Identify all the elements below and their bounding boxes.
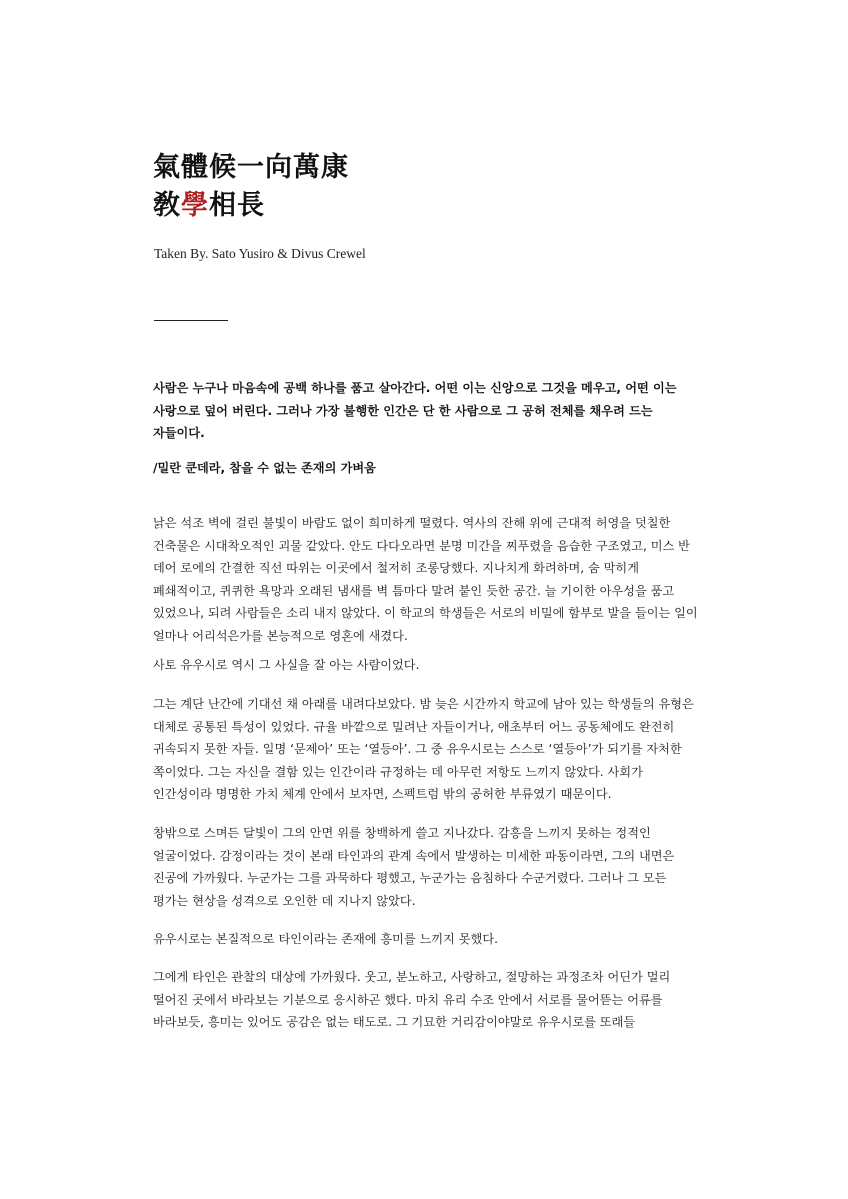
title-line-2 [153, 188, 265, 224]
body-paragraph: 창밖으로 스며든 달빛이 그의 안면 위를 창백하게 쓸고 지나갔다. 감흥을 느끼지 못하는 정적인 얼굴이었다. 감정이라는 것이 본래 타인과의 관계 속에서 발생하는 미세한 파동이라면, 그의 내면은 진공에 가까웠다. 누군가는 그를 과묵하다 평했고, 누군가는 음침하다 수군거렸다. 그러나 그 모든 평가는 현상을 성격으로 오인한 데 지나지 않았다. [153, 826, 675, 908]
body-paragraph: 낡은 석조 벽에 걸린 불빛이 바람도 없이 희미하게 떨렸다. 역사의 잔해 위에 근대적 허영을 덧칠한 건축물은 시대착오적인 괴물 같았다. 안도 다다오라면 분명 미간을 찌푸렸을 음습한 구조였고, 미스 반 데어 로에의 간결한 직선 따위는 이곳에서 철저히 조롱당했다. 지나치게 화려하며, 숨 막히게 폐쇄적이고, 퀴퀴한 욕망과 오래된 냄새를 벽 틈마다 말려 붙인 듯한 공간. 늘 기이한 아우성을 품고 있었으나, 되려 사람들은 소리 내지 않았다. 이 학교의 학생들은 서로의 비밀에 함부로 발을 들이는 일이 얼마나 어리석은가를 본능적으로 영혼에 새겼다. [153, 516, 698, 643]
epigraph-source: /밀란 쿤데라, 참을 수 없는 존재의 가벼움 [153, 461, 376, 475]
body-paragraph: 그는 계단 난간에 기대선 채 아래를 내려다보았다. 밤 늦은 시간까지 학교에 남아 있는 학생들의 유형은 대체로 공통된 특성이 있었다. 규율 바깥으로 밀려난 자들이거나, 애초부터 어느 공동체에도 완전히 귀속되지 못한 자들. 일명 ‘문제아’ 또는 ‘열등아’. 그 중 유우시로는 스스로 ‘열등아’가 되기를 자처한 쪽이었다. 그는 자신을 결함 있는 인간이라 규정하는 데 아무런 저항도 느끼지 않았다. 사회가 인간성이라 명명한 가치 체계 안에서 보자면, 스펙트럼 밖의 공허한 부류였기 때문이다. [153, 697, 694, 801]
title-accent-character: 學 [181, 190, 209, 221]
body-paragraph: 사토 유우시로 역시 그 사실을 잘 아는 사람이었다. [153, 658, 420, 672]
title-line-1: 氣體候一向萬康 [153, 152, 349, 183]
byline: Taken By. Sato Yusiro & Divus Crewel [154, 246, 366, 261]
body-paragraph: 유우시로는 본질적으로 타인이라는 존재에 흥미를 느끼지 못했다. [153, 932, 498, 946]
body-paragraph: 그에게 타인은 관찰의 대상에 가까웠다. 웃고, 분노하고, 사랑하고, 절망하는 과정조차 어딘가 멀리 떨어진 곳에서 바라보는 기분으로 응시하곤 했다. 마치 유리 수조 안에서 서로를 물어뜯는 어류를 바라보듯, 흥미는 있어도 공감은 없는 태도로. 그 기묘한 거리감이야말로 유우시로를 또래들 [153, 970, 671, 1029]
title-line-2-end: 相長 [209, 190, 265, 221]
epigraph-quote: 사람은 누구나 마음속에 공백 하나를 품고 살아간다. 어떤 이는 신앙으로 그것을 메우고, 어떤 이는 사랑으로 덮어 버린다. 그러나 가장 불행한 인간은 단 한 사람으로 그 공허 전체를 채우려 드는 자들이다. [153, 381, 677, 440]
section-divider [154, 320, 228, 321]
title-line-2-start: 敎 [153, 190, 181, 221]
